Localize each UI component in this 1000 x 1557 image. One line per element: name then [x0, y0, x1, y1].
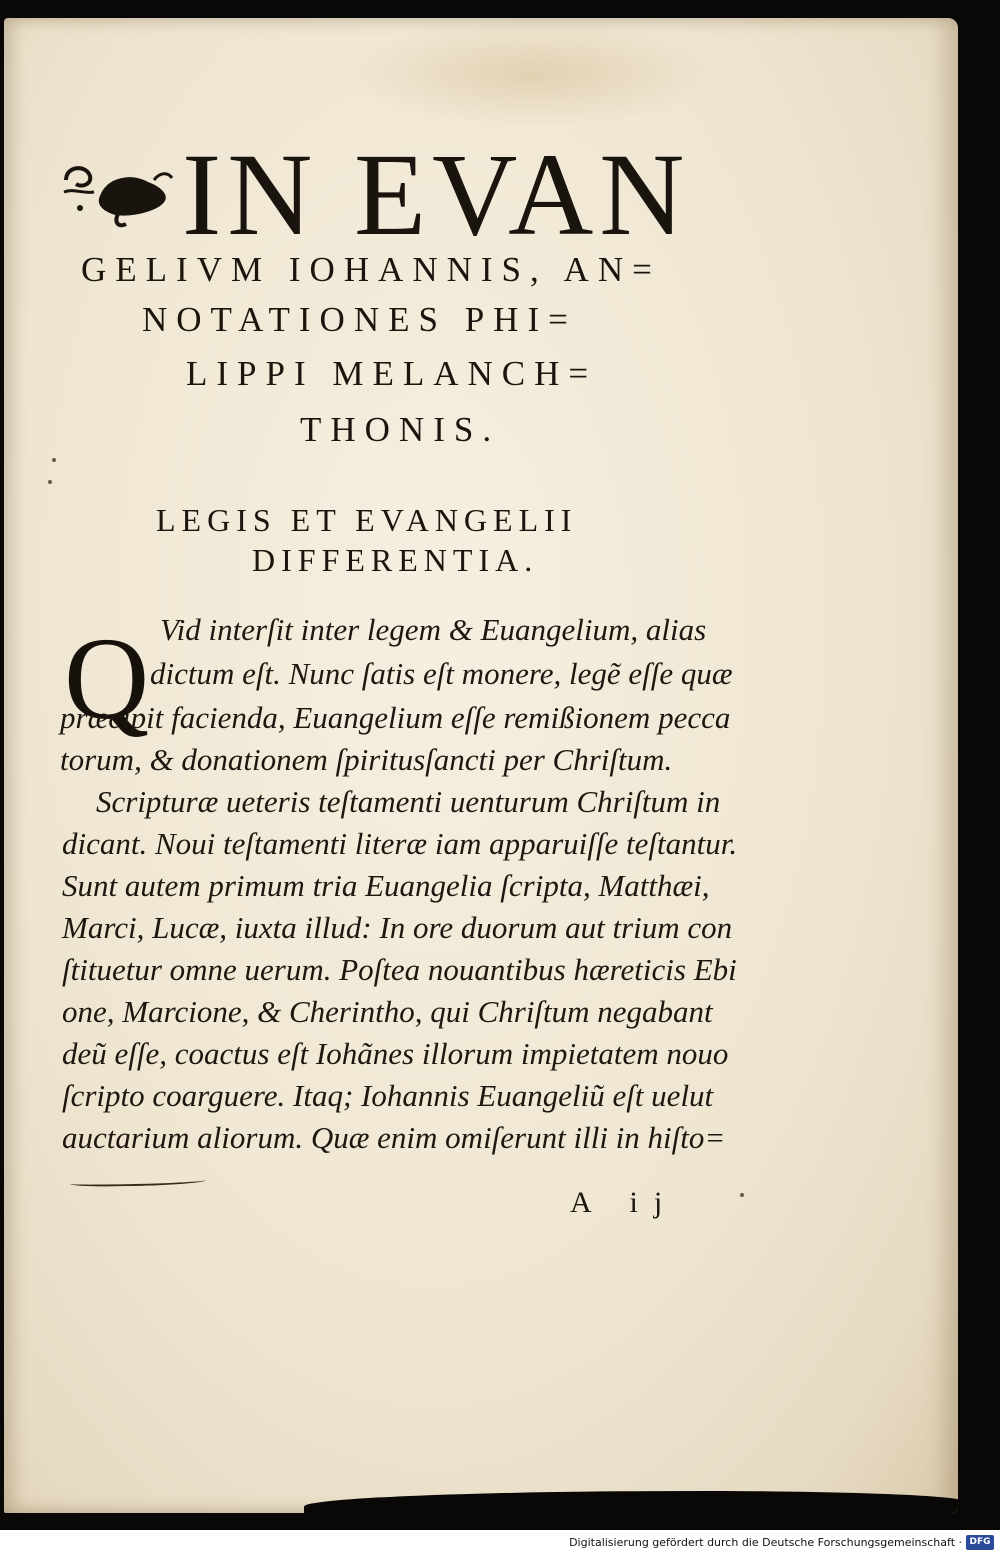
title-line-4: THONIS.	[300, 410, 501, 449]
body-line-4: torum, & donationem ſpiritusſancti per Chriſtum.	[60, 742, 673, 777]
signature-mark: A ij	[570, 1186, 679, 1219]
funding-credit: Digitalisierung gefördert durch die Deutsche Forschungsgemeinschaft ·	[569, 1536, 962, 1549]
body-line-6: dicant. Noui teſtamenti literæ iam apparuiſſe teſtantur.	[62, 826, 738, 861]
dust-speck	[740, 1193, 744, 1197]
body-line-2: dictum eſt. Nunc ſatis eſt monere, legẽ eſſe quæ	[150, 656, 733, 691]
body-line-12: ſcripto coarguere. Itaq; Iohannis Euangeliũ eſt uelut	[62, 1078, 714, 1113]
dust-speck	[52, 458, 56, 462]
body-line-9: ſtituetur omne uerum. Poſtea nouantibus hæreticis Ebi	[62, 952, 737, 987]
body-line-7: Sunt autem primum tria Euangelia ſcripta, Matthæi,	[62, 868, 710, 903]
body-line-11: deũ eſſe, coactus eſt Iohãnes illorum impietatem nouo	[62, 1036, 729, 1071]
fleuron-ornament-icon	[60, 158, 176, 232]
body-line-10: one, Marcione, & Cherintho, qui Chriſtum negabant	[62, 994, 713, 1029]
water-stain	[344, 18, 724, 128]
body-line-5: Scripturæ ueteris teſtamenti uenturum Chriſtum in	[96, 784, 721, 819]
section-heading-line-2: DIFFERENTIA.	[252, 542, 539, 578]
title-line-1: GELIVM IOHANNIS, AN=	[81, 250, 661, 289]
section-heading-line-1: LEGIS ET EVANGELII	[156, 502, 578, 538]
body-line-3: præcipit facienda, Euangelium eſſe remißionem pecca	[60, 700, 731, 735]
drop-cap-initial: Q	[64, 613, 150, 744]
body-line-8: Marci, Lucæ, iuxta illud: In ore duorum aut trium con	[62, 910, 733, 945]
title-large-text: IN EVAN	[182, 129, 691, 260]
title-line-2: NOTATIONES PHI=	[142, 300, 577, 339]
book-page	[4, 18, 958, 1513]
body-line-1: Vid interſit inter legem & Euangelium, alias	[160, 612, 707, 647]
body-line-13: auctarium aliorum. Quæ enim omiſerunt illi in hiſto=	[62, 1120, 726, 1155]
handwritten-underline	[70, 1177, 206, 1187]
dust-speck	[48, 480, 52, 484]
dfg-logo: DFG	[966, 1535, 994, 1550]
footer-bar	[0, 1530, 1000, 1557]
title-line-3: LIPPI MELANCH=	[186, 354, 598, 393]
page-edge-damage	[304, 1491, 958, 1513]
